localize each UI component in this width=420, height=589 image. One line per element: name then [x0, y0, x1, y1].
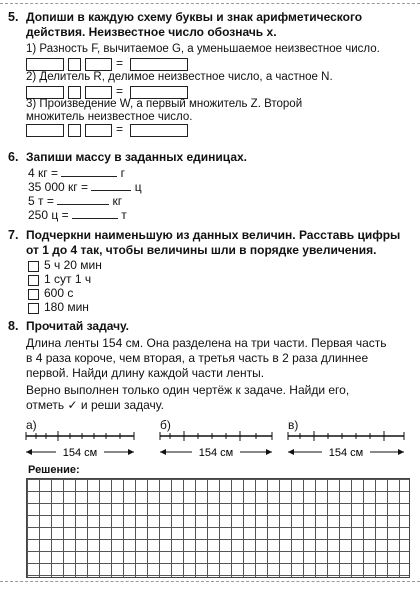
task8-number: 8.	[8, 319, 19, 333]
diagram-c-length: 154 см	[328, 447, 364, 459]
mass-row-unit: ц	[134, 180, 142, 194]
task7-number: 7.	[8, 228, 19, 242]
task8-instruction-line2: отметь ✓ и реши задачу.	[26, 398, 164, 412]
order-checkbox[interactable]	[28, 289, 39, 300]
diagram-b-label: б)	[160, 418, 171, 432]
task8-title: Прочитай задачу.	[26, 319, 129, 333]
diagram-c[interactable]	[284, 428, 410, 462]
quantity-item: 600 с	[44, 286, 74, 300]
bottom-divider	[0, 581, 420, 582]
task7-title-line1: Подчеркни наименьшую из данных величин. Расставь цифры	[26, 228, 401, 242]
diagram-a-label: а)	[26, 418, 37, 432]
task5-number: 5.	[8, 10, 19, 24]
task5-item2: 2) Делитель R, делимое неизвестное число, а частное N.	[26, 71, 333, 83]
mass-row	[28, 166, 125, 181]
diagram-a[interactable]	[22, 428, 142, 462]
task5-title-line1: Допиши в каждую схему буквы и знак арифметического	[26, 10, 363, 24]
task8-instruction-line1: Верно выполнен только один чертёж к задаче. Найди его,	[26, 383, 350, 397]
order-checkbox[interactable]	[28, 261, 39, 272]
task8-body-line1: Длина ленты 154 см. Она разделена на три части. Первая часть	[26, 336, 387, 350]
equals-sign: =	[116, 56, 124, 70]
scheme-box[interactable]	[85, 124, 112, 137]
quantity-item: 1 сут 1 ч	[44, 272, 92, 286]
diagram-b-length: 154 см	[198, 447, 234, 459]
mass-row	[28, 208, 127, 223]
mass-answer-blank[interactable]	[91, 180, 131, 191]
diagram-b[interactable]	[156, 428, 280, 462]
task5-item3-line2: множитель неизвестное число.	[26, 111, 193, 123]
mass-row-left: 250 ц =	[28, 208, 69, 222]
quantity-item: 180 мин	[44, 300, 89, 314]
mass-row-unit: г	[120, 166, 126, 180]
mass-answer-blank[interactable]	[61, 166, 117, 177]
diagram-a-length: 154 см	[62, 447, 98, 459]
task6-title: Запиши массу в заданных единицах.	[26, 150, 248, 164]
order-checkbox[interactable]	[28, 303, 39, 314]
equals-sign: =	[116, 122, 124, 136]
task8-body-line3: первой. Найди длину каждой части ленты.	[26, 366, 265, 380]
mass-row-left: 5 т =	[28, 194, 54, 208]
order-checkbox[interactable]	[28, 275, 39, 286]
task5-item3-line1: 3) Произведение W, а первый множитель Z. Второй	[26, 98, 303, 110]
scheme-sign-box[interactable]	[68, 124, 81, 137]
mass-row-unit: кг	[112, 194, 123, 208]
task5-item1: 1) Разность F, вычитаемое G, а уменьшаемое неизвестное число.	[26, 43, 380, 55]
top-divider	[0, 3, 420, 4]
mass-answer-blank[interactable]	[72, 208, 118, 219]
task5-title-line2: действия. Неизвестное число обозначь x.	[26, 25, 277, 39]
solution-label: Решение:	[28, 464, 80, 476]
scheme-result-box[interactable]	[130, 124, 188, 137]
scheme-box[interactable]	[26, 124, 64, 137]
mass-row	[28, 194, 122, 209]
mass-answer-blank[interactable]	[57, 194, 109, 205]
diagram-c-label: в)	[288, 418, 299, 432]
mass-row-left: 4 кг =	[28, 166, 58, 180]
quantity-item: 5 ч 20 мин	[44, 258, 102, 272]
mass-row	[28, 180, 142, 195]
solution-grid[interactable]	[26, 478, 410, 578]
mass-row-left: 35 000 кг =	[28, 180, 89, 194]
task8-body-line2: в 4 раза короче, чем вторая, а третья часть в 2 раза длиннее	[26, 351, 369, 365]
mass-row-unit: т	[121, 208, 127, 222]
equals-sign: =	[116, 84, 124, 98]
task7-title-line2: от 1 до 4 так, чтобы величины шли в порядке увеличения.	[26, 243, 377, 257]
task6-number: 6.	[8, 150, 19, 164]
